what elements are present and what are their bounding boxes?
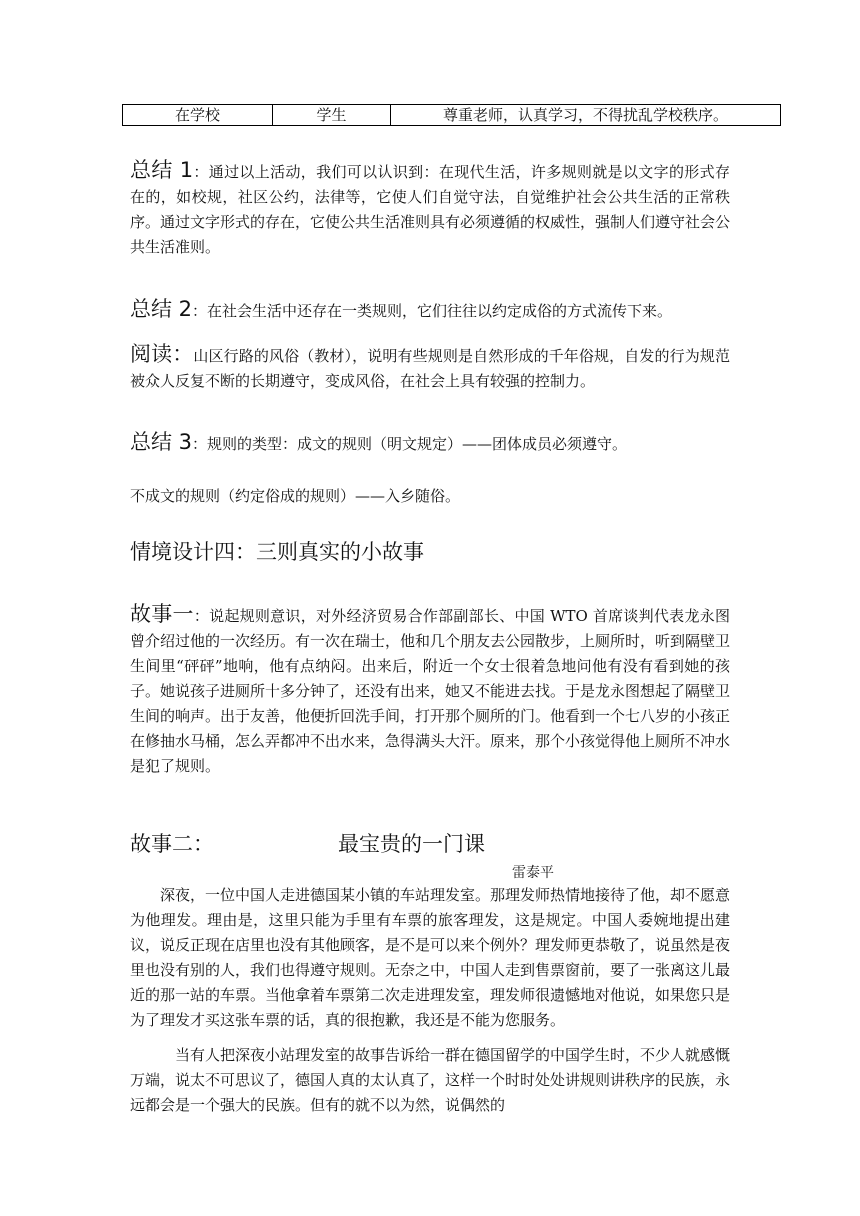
summary-3-line-2: 不成文的规则（约定俗成的规则）——入乡随俗。 — [130, 487, 461, 505]
summary-1-text: ：通过以上活动，我们可以认识到：在现代生活，许多规则就是以文字的形式存在的，如校规，社区公约，法律等，它使人们自觉守法，自觉维护社会公共生活的正常秩序。通过文字形式的存在，它使公共生活准则具有必须遵循的权威性，强制人们遵守社会公共生活准则。 — [130, 163, 731, 256]
summary-2 — [130, 297, 730, 324]
story-1-heading: 故事一 — [130, 602, 194, 626]
reading — [130, 342, 730, 394]
reading-text: 山区行路的风俗（教材），说明有些规则是自然形成的千年俗规，自发的行为规范被众人反复不断的长期遵守，变成风俗，在社会上具有较强的控制力。 — [130, 347, 730, 390]
table-cell-rule: 尊重老师，认真学习，不得扰乱学校秩序。 — [391, 105, 781, 126]
table-row — [123, 105, 781, 126]
story-2-heading: 故事二： — [130, 832, 214, 856]
table-cell-place: 在学校 — [123, 105, 273, 126]
table-cell-role: 学生 — [273, 105, 391, 126]
summary-2-text: ：在社会生活中还存在一类规则，它们往往以约定成俗的方式流传下来。 — [192, 302, 673, 320]
story-2-paragraph-2: 当有人把深夜小站理发室的故事告诉给一群在德国留学的中国学生时，不少人就感慨万端，说太不可思议了，德国人真的太认真了，这样一个时时处处讲规则讲秩序的民族，永远都会是一个强大的民族。但有的就不以为然，说偶然的 — [130, 1046, 731, 1114]
summary-3-heading: 总结 3 — [130, 430, 193, 454]
summary-2-heading: 总结 2 — [130, 297, 193, 321]
story-2-paragraph-1: 深夜，一位中国人走进德国某小镇的车站理发室。那理发师热情地接待了他，却不愿意为他理发。理由是，这里只能为手里有车票的旅客理发，这是规定。中国人委婉地提出建议，说反正现在店里也没有其他顾客，是不是可以来个例外？理发师更恭敬了，说虽然是夜里也没有别的人，我们也得遵守规则。无奈之中，中国人走到售票窗前，要了一张离这儿最近的那一站的车票。当他拿着车票第二次走进理发室，理发师很遗憾地对他说，如果您只是为了理发才买这张车票的话，真的很抱歉，我还是不能为您服务。 — [130, 886, 731, 1029]
reading-heading: 阅读： — [130, 342, 194, 366]
summary-1 — [130, 158, 730, 260]
story-1-text: ：说起规则意识，对外经济贸易合作部副部长、中国 WTO 首席谈判代表龙永图曾介绍过他的一次经历。有一次在瑞士，他和几个朋友去公园散步，上厕所时，听到隔壁卫生间里“砰砰”地响，他有点纳闷。出来后，附近一个女士很着急地问他有没有看到她的孩子。她说孩子进厕所十多分钟了，还没有出来，她又不能进去找。于是龙永图想起了隔壁卫生间的响声。出于友善，他便折回洗手间，打开那个厕所的门。他看到一个七八岁的小孩正在修抽水马桶，怎么弄都冲不出水来，急得满头大汗。原来，那个小孩觉得他上厕所不冲水是犯了规则。 — [130, 607, 731, 775]
summary-1-heading: 总结 1 — [130, 158, 194, 182]
scenario-4-title: 情境设计四：三则真实的小故事 — [130, 540, 424, 564]
story-1 — [130, 602, 730, 779]
summary-3-text: ：规则的类型：成文的规则（明文规定）——团体成员必须遵守。 — [192, 435, 628, 453]
story-2-title: 最宝贵的一门课 — [338, 832, 485, 856]
summary-3 — [130, 430, 730, 457]
story-2-author: 雷泰平 — [512, 865, 554, 881]
rules-table — [122, 104, 781, 126]
